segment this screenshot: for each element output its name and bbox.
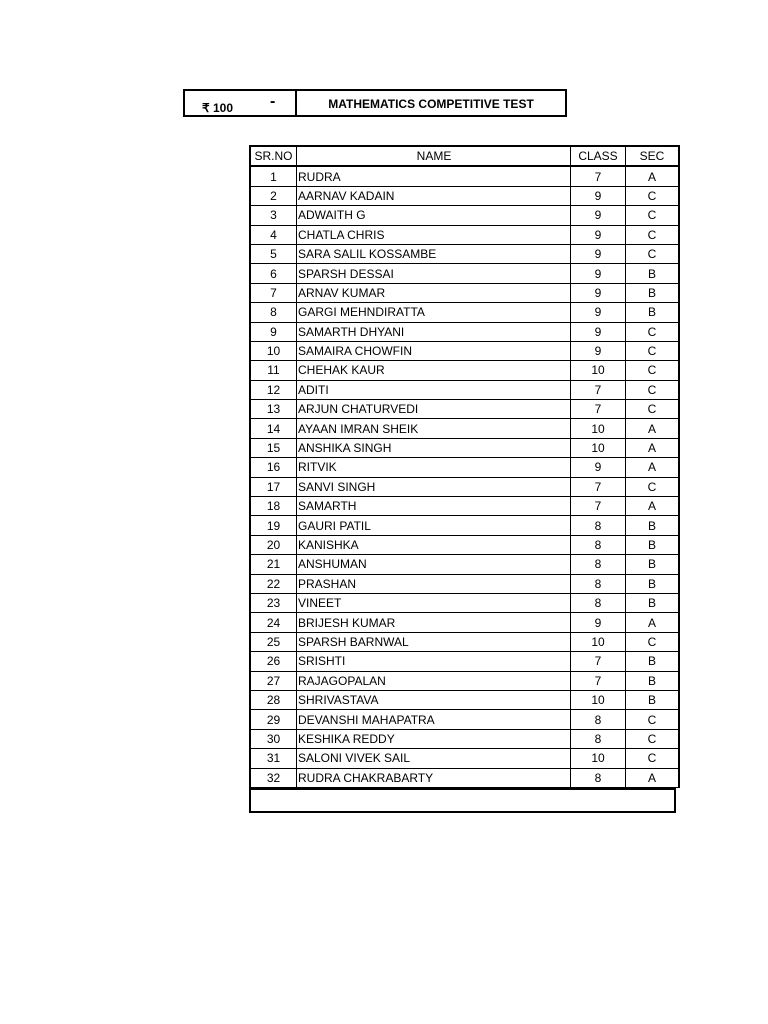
class-cell: 8 <box>571 535 626 554</box>
fee-dash: - <box>270 93 276 110</box>
sec-cell: A <box>626 613 680 632</box>
name-cell: ARJUN CHATURVEDI <box>297 400 571 419</box>
class-cell: 10 <box>571 632 626 651</box>
class-cell: 9 <box>571 613 626 632</box>
class-cell: 8 <box>571 768 626 787</box>
class-cell: 10 <box>571 438 626 457</box>
class-cell: 9 <box>571 264 626 283</box>
table-row <box>250 555 679 574</box>
test-header <box>183 89 567 117</box>
class-cell: 10 <box>571 690 626 709</box>
table-footer-row <box>249 788 676 813</box>
sec-cell: B <box>626 516 680 535</box>
table-row <box>250 341 679 360</box>
srno-cell: 5 <box>250 244 297 263</box>
class-cell: 9 <box>571 244 626 263</box>
name-cell: ADITI <box>297 380 571 399</box>
class-cell: 9 <box>571 341 626 360</box>
table-row <box>250 749 679 768</box>
srno-cell: 2 <box>250 186 297 205</box>
sec-cell: C <box>626 710 680 729</box>
table-row <box>250 593 679 612</box>
srno-cell: 17 <box>250 477 297 496</box>
table-row <box>250 186 679 205</box>
srno-cell: 19 <box>250 516 297 535</box>
srno-cell: 14 <box>250 419 297 438</box>
sec-cell: B <box>626 535 680 554</box>
table-row <box>250 652 679 671</box>
table-row <box>250 264 679 283</box>
sec-cell: B <box>626 690 680 709</box>
test-title: MATHEMATICS COMPETITIVE TEST <box>328 97 534 111</box>
column-header-class: CLASS <box>571 146 626 166</box>
table-row <box>250 729 679 748</box>
name-cell: SAMARTH DHYANI <box>297 322 571 341</box>
sec-cell: A <box>626 419 680 438</box>
srno-cell: 22 <box>250 574 297 593</box>
sec-cell: C <box>626 322 680 341</box>
name-cell: RUDRA <box>297 166 571 186</box>
table-row <box>250 438 679 457</box>
name-cell: PRASHAN <box>297 574 571 593</box>
srno-cell: 4 <box>250 225 297 244</box>
name-cell: AARNAV KADAIN <box>297 186 571 205</box>
name-cell: GAURI PATIL <box>297 516 571 535</box>
sec-cell: C <box>626 729 680 748</box>
class-cell: 9 <box>571 206 626 225</box>
name-cell: ADWAITH G <box>297 206 571 225</box>
column-header-sec: SEC <box>626 146 680 166</box>
srno-cell: 32 <box>250 768 297 787</box>
srno-cell: 10 <box>250 341 297 360</box>
table-header-row <box>250 146 679 166</box>
class-cell: 7 <box>571 671 626 690</box>
name-cell: SALONI VIVEK SAIL <box>297 749 571 768</box>
table-row <box>250 380 679 399</box>
name-cell: SANVI SINGH <box>297 477 571 496</box>
sec-cell: C <box>626 244 680 263</box>
class-cell: 10 <box>571 419 626 438</box>
table-row <box>250 574 679 593</box>
sec-cell: C <box>626 225 680 244</box>
name-cell: BRIJESH KUMAR <box>297 613 571 632</box>
sec-cell: B <box>626 652 680 671</box>
sec-cell: B <box>626 303 680 322</box>
table-row <box>250 671 679 690</box>
srno-cell: 24 <box>250 613 297 632</box>
srno-cell: 20 <box>250 535 297 554</box>
srno-cell: 13 <box>250 400 297 419</box>
class-cell: 8 <box>571 729 626 748</box>
name-cell: SPARSH BARNWAL <box>297 632 571 651</box>
name-cell: ARNAV KUMAR <box>297 283 571 302</box>
srno-cell: 27 <box>250 671 297 690</box>
table-row <box>250 613 679 632</box>
table-row <box>250 283 679 302</box>
name-cell: KANISHKA <box>297 535 571 554</box>
name-cell: SPARSH DESSAI <box>297 264 571 283</box>
column-header-name: NAME <box>297 146 571 166</box>
class-cell: 9 <box>571 458 626 477</box>
name-cell: SARA SALIL KOSSAMBE <box>297 244 571 263</box>
sec-cell: A <box>626 166 680 186</box>
class-cell: 8 <box>571 574 626 593</box>
srno-cell: 15 <box>250 438 297 457</box>
sec-cell: C <box>626 206 680 225</box>
sec-cell: B <box>626 555 680 574</box>
sec-cell: A <box>626 497 680 516</box>
class-cell: 8 <box>571 710 626 729</box>
name-cell: SAMARTH <box>297 497 571 516</box>
class-cell: 9 <box>571 225 626 244</box>
sec-cell: B <box>626 593 680 612</box>
class-cell: 8 <box>571 516 626 535</box>
name-cell: SHRIVASTAVA <box>297 690 571 709</box>
table-row <box>250 690 679 709</box>
table-row <box>250 458 679 477</box>
name-cell: RUDRA CHAKRABARTY <box>297 768 571 787</box>
class-cell: 7 <box>571 166 626 186</box>
table-row <box>250 768 679 787</box>
sec-cell: C <box>626 749 680 768</box>
table-row <box>250 632 679 651</box>
sec-cell: A <box>626 438 680 457</box>
table-row <box>250 244 679 263</box>
srno-cell: 21 <box>250 555 297 574</box>
table-row <box>250 419 679 438</box>
class-cell: 7 <box>571 380 626 399</box>
srno-cell: 3 <box>250 206 297 225</box>
sec-cell: C <box>626 341 680 360</box>
class-cell: 8 <box>571 593 626 612</box>
srno-cell: 11 <box>250 361 297 380</box>
class-cell: 7 <box>571 652 626 671</box>
srno-cell: 12 <box>250 380 297 399</box>
class-cell: 9 <box>571 322 626 341</box>
class-cell: 7 <box>571 497 626 516</box>
table-row <box>250 497 679 516</box>
srno-cell: 25 <box>250 632 297 651</box>
sec-cell: C <box>626 361 680 380</box>
table-row <box>250 322 679 341</box>
class-cell: 10 <box>571 749 626 768</box>
srno-cell: 9 <box>250 322 297 341</box>
table-row <box>250 710 679 729</box>
srno-cell: 23 <box>250 593 297 612</box>
name-cell: GARGI MEHNDIRATTA <box>297 303 571 322</box>
sec-cell: B <box>626 671 680 690</box>
srno-cell: 6 <box>250 264 297 283</box>
name-cell: SRISHTI <box>297 652 571 671</box>
sec-cell: C <box>626 400 680 419</box>
sec-cell: B <box>626 574 680 593</box>
table-body <box>250 166 679 787</box>
table-row <box>250 535 679 554</box>
name-cell: CHATLA CHRIS <box>297 225 571 244</box>
class-cell: 7 <box>571 400 626 419</box>
name-cell: DEVANSHI MAHAPATRA <box>297 710 571 729</box>
sec-cell: C <box>626 477 680 496</box>
class-cell: 7 <box>571 477 626 496</box>
class-cell: 9 <box>571 283 626 302</box>
table-row <box>250 303 679 322</box>
student-roster-table <box>249 145 680 788</box>
class-cell: 9 <box>571 303 626 322</box>
table-row <box>250 477 679 496</box>
table-row <box>250 206 679 225</box>
sec-cell: C <box>626 632 680 651</box>
table-row <box>250 225 679 244</box>
name-cell: ANSHUMAN <box>297 555 571 574</box>
srno-cell: 26 <box>250 652 297 671</box>
name-cell: KESHIKA REDDY <box>297 729 571 748</box>
class-cell: 8 <box>571 555 626 574</box>
srno-cell: 7 <box>250 283 297 302</box>
sec-cell: A <box>626 768 680 787</box>
table-row <box>250 400 679 419</box>
name-cell: AYAAN IMRAN SHEIK <box>297 419 571 438</box>
name-cell: RITVIK <box>297 458 571 477</box>
sec-cell: A <box>626 458 680 477</box>
srno-cell: 16 <box>250 458 297 477</box>
class-cell: 9 <box>571 186 626 205</box>
sec-cell: B <box>626 283 680 302</box>
srno-cell: 29 <box>250 710 297 729</box>
name-cell: VINEET <box>297 593 571 612</box>
table-row <box>250 361 679 380</box>
table-row <box>250 166 679 186</box>
sec-cell: C <box>626 186 680 205</box>
sec-cell: C <box>626 380 680 399</box>
srno-cell: 18 <box>250 497 297 516</box>
srno-cell: 1 <box>250 166 297 186</box>
name-cell: CHEHAK KAUR <box>297 361 571 380</box>
srno-cell: 30 <box>250 729 297 748</box>
sec-cell: B <box>626 264 680 283</box>
name-cell: ANSHIKA SINGH <box>297 438 571 457</box>
column-header-srno: SR.NO <box>250 146 297 166</box>
name-cell: RAJAGOPALAN <box>297 671 571 690</box>
srno-cell: 8 <box>250 303 297 322</box>
fee-cell <box>185 91 297 115</box>
class-cell: 10 <box>571 361 626 380</box>
srno-cell: 31 <box>250 749 297 768</box>
fee-amount: ₹ 100 <box>202 101 233 115</box>
table-row <box>250 516 679 535</box>
name-cell: SAMAIRA CHOWFIN <box>297 341 571 360</box>
srno-cell: 28 <box>250 690 297 709</box>
